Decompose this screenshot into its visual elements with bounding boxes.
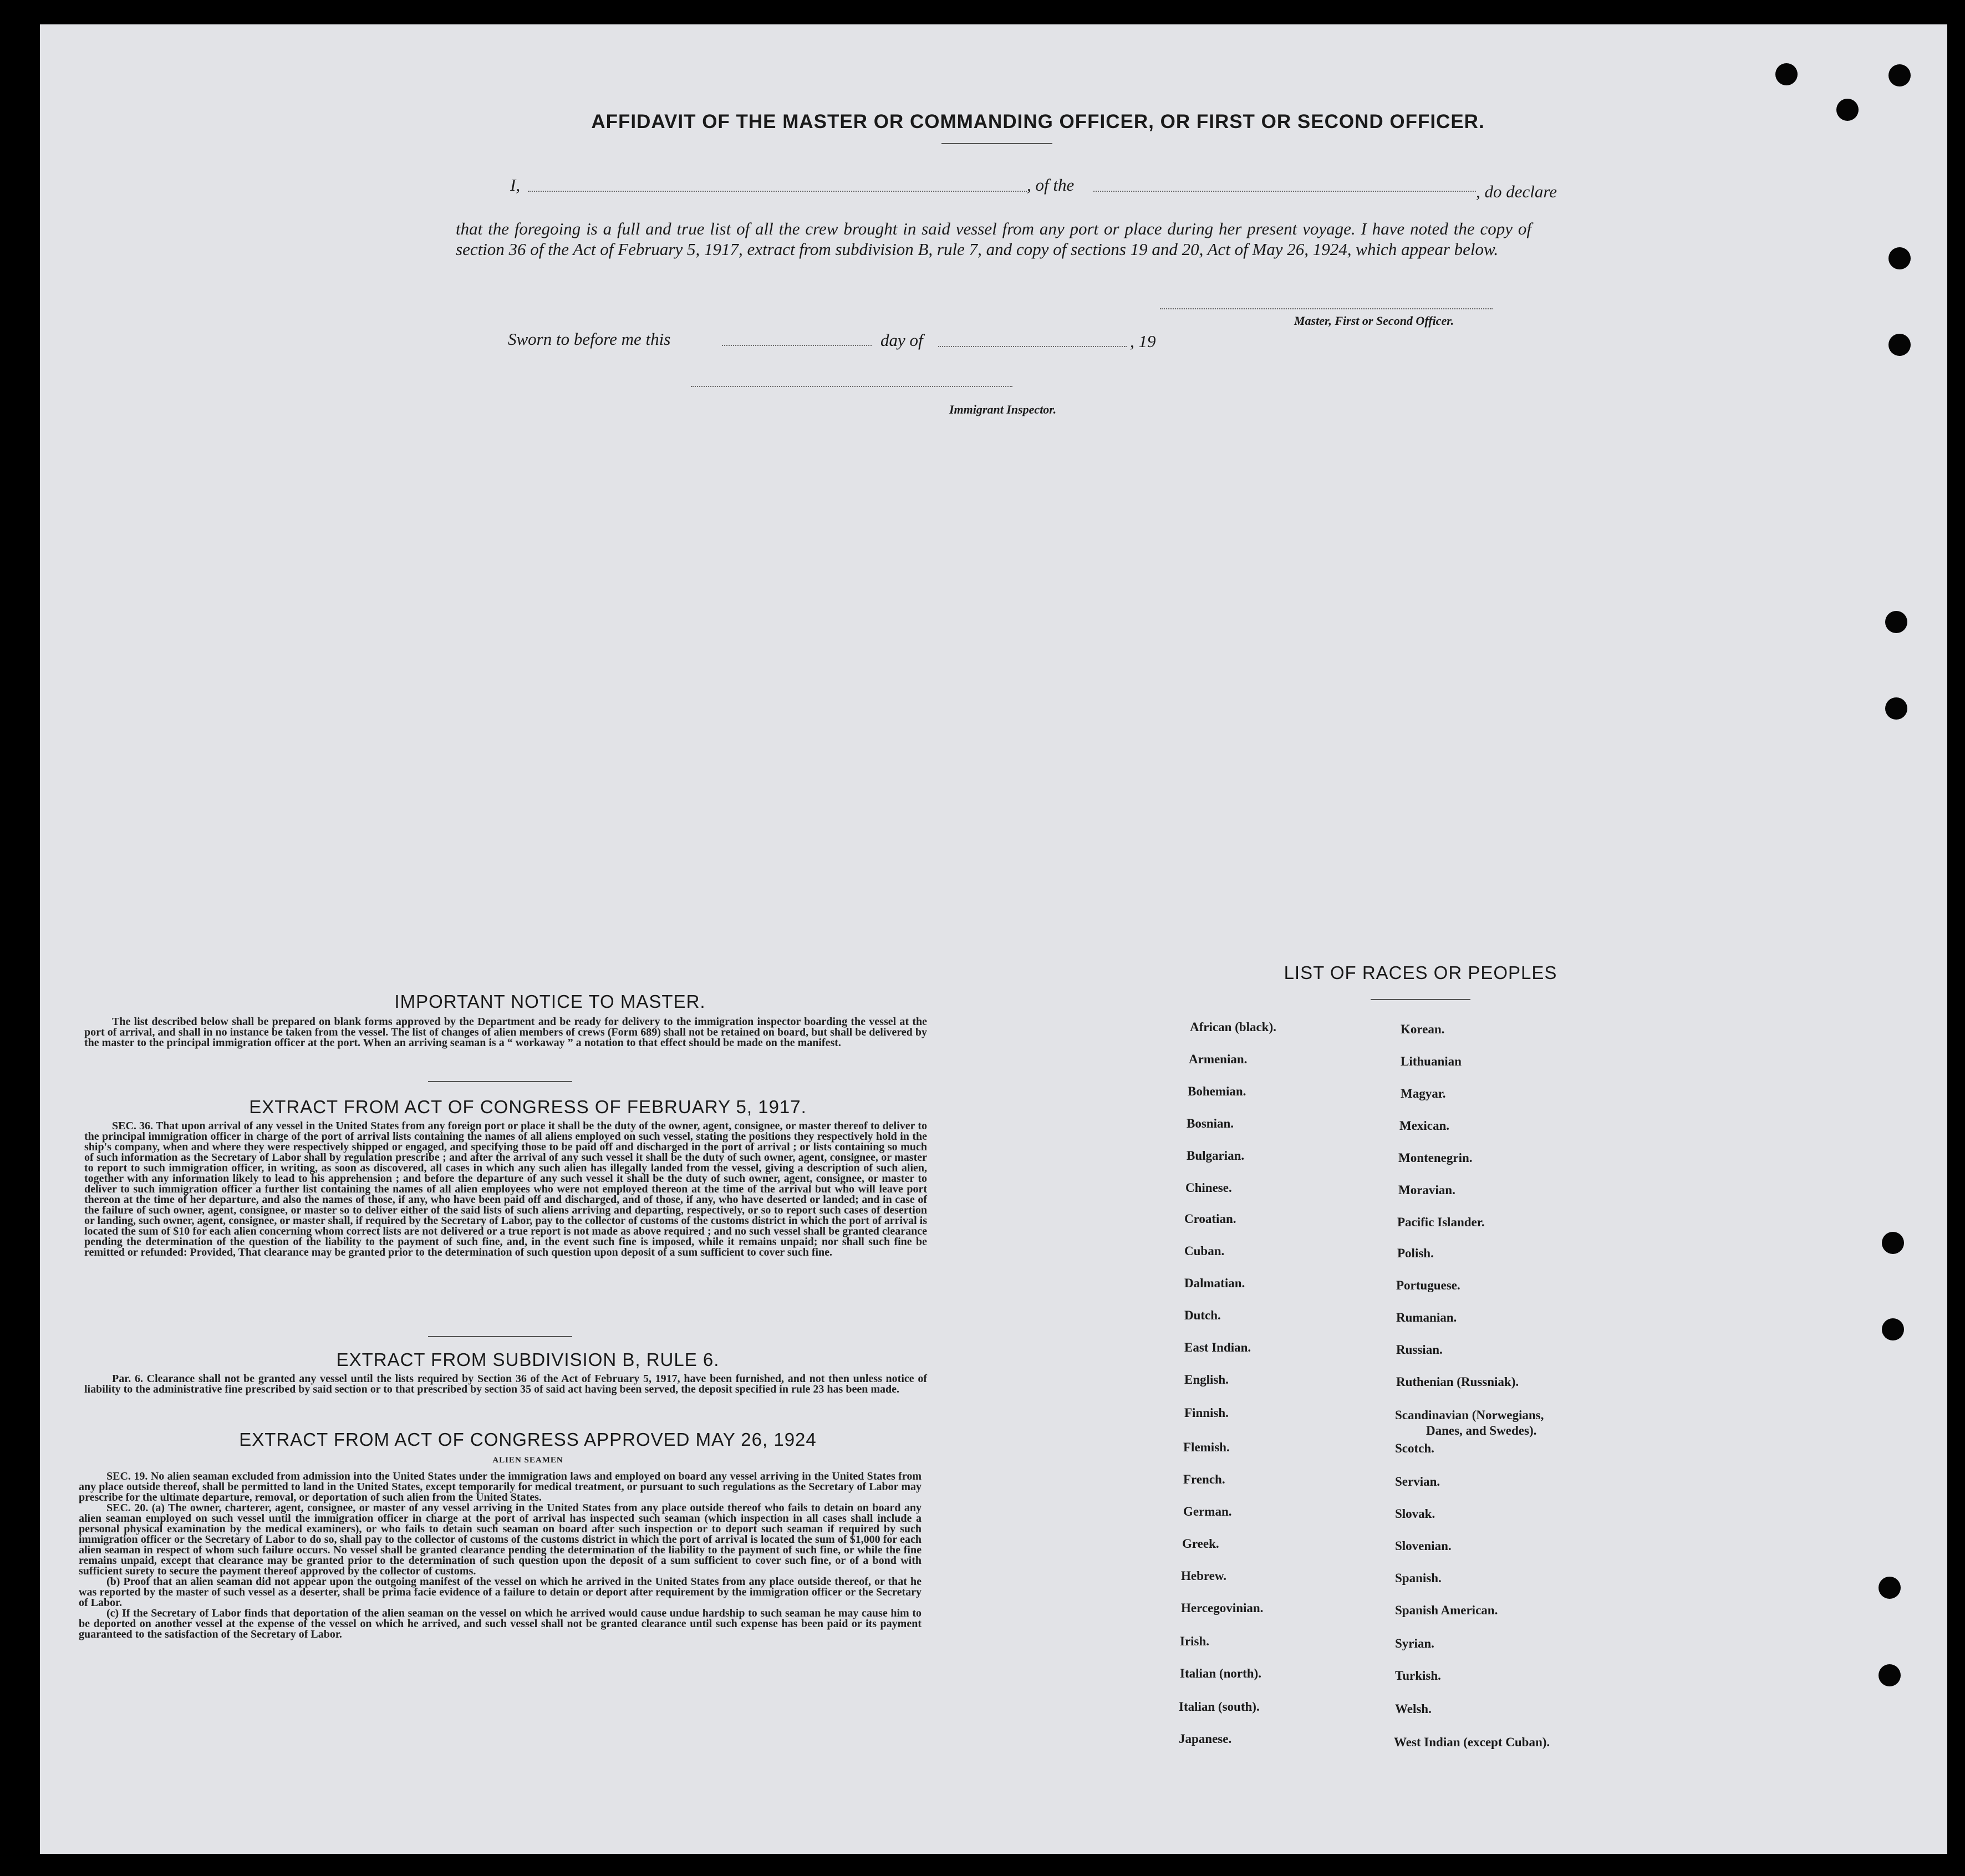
extract-1924-subtitle: ALIEN SEAMEN [492, 1456, 563, 1465]
sworn-label: Sworn to before me this [508, 329, 671, 349]
punch-hole [1775, 63, 1798, 85]
race-item: Portuguese. [1396, 1278, 1460, 1292]
title-divider [941, 143, 1052, 144]
vessel-name-line[interactable] [1093, 191, 1476, 192]
race-item: Bulgarian. [1187, 1149, 1245, 1163]
sec-20b-text: (b) Proof that an alien seaman did not appear upon the outgoing manifest of the vessel on which he arrived in the United States from any place outside thereof, or that he was reported by the master of such vessel as a deserter, shall be prima facie evidence of a failure to detain or deport after requirement by the immigration officer or the Secretary of Labor. [79, 1576, 922, 1609]
race-item: Russian. [1396, 1343, 1443, 1357]
race-item: Cuban. [1184, 1244, 1225, 1258]
race-item: Scandinavian (Norwegians, [1395, 1408, 1544, 1422]
race-item: African (black). [1190, 1020, 1276, 1034]
sworn-month-line[interactable] [938, 346, 1127, 347]
punch-hole [1888, 64, 1911, 86]
sec-19-text: SEC. 19. No alien seaman excluded from admission into the United States under the immigration laws and employed on board any vessel arriving in the United States from any place outside thereof, shall be permitted to land in the United States, except temporarily for medical treatment, or pursuant to such regulations as the Secretary of Labor may prescribe for the ultimate departure, removal, or deportation of such alien from the United States. [79, 1470, 922, 1503]
document-page [40, 24, 1947, 1854]
extract-1924-title: EXTRACT FROM ACT OF CONGRESS APPROVED MAY 26, 1924 [239, 1429, 817, 1450]
race-item: Japanese. [1179, 1732, 1232, 1746]
punch-hole [1882, 1318, 1904, 1340]
race-item: West Indian (except Cuban). [1394, 1735, 1550, 1749]
punch-hole [1888, 247, 1911, 269]
race-item: Hercegovinian. [1181, 1601, 1264, 1615]
master-signature-line[interactable] [1160, 308, 1493, 309]
races-divider [1371, 999, 1470, 1000]
affidavit-do-declare-label: , do declare [1476, 182, 1557, 201]
race-item: Scotch. [1395, 1441, 1434, 1455]
affidavit-paragraph: that the foregoing is a full and true list of all the crew brought in said vessel from any port or place during her present voyage. I have noted the copy of section 36 of the Act of February 5, 1917, extract from subdivision B, rule 7, and copy of sections 19 and 20, Act of May 26, 1924, which appear below. [456, 219, 1531, 259]
notice-body: The list described below shall be prepared on blank forms approved by the Department and be ready for delivery to the immigration inspector boarding the vessel at the port of arrival, and shall in no instance be taken from the vessel. The list of changes of alien members of crews (Form 689) shall not be retained on board, but shall be delivered by the master to the principal immigration officer at the port. When an arriving seaman is a “ workaway ” a notation to that effect should be made on the manifest. [84, 1016, 927, 1049]
race-item: Greek. [1182, 1537, 1219, 1551]
race-item: Hebrew. [1181, 1569, 1226, 1583]
day-of-label: day of [880, 330, 923, 350]
inspector-caption: Immigrant Inspector. [949, 402, 1057, 416]
race-item: Chinese. [1185, 1181, 1232, 1195]
race-item: Turkish. [1395, 1669, 1441, 1683]
race-item: Spanish American. [1395, 1603, 1498, 1617]
punch-hole [1836, 99, 1859, 121]
race-item: Welsh. [1395, 1702, 1432, 1716]
race-item: German. [1183, 1505, 1232, 1518]
affidavit-title: AFFIDAVIT OF THE MASTER OR COMMANDING OFFICER, OR FIRST OR SECOND OFFICER. [591, 111, 1485, 132]
affidavit-i-label: I, [510, 175, 521, 195]
race-item: English. [1184, 1373, 1229, 1386]
punch-hole [1882, 1232, 1904, 1254]
punch-hole [1888, 334, 1911, 356]
races-title: LIST OF RACES OR PEOPLES [1284, 962, 1557, 983]
race-item: Italian (south). [1179, 1700, 1260, 1714]
notice-title: IMPORTANT NOTICE TO MASTER. [394, 991, 706, 1012]
sworn-day-line[interactable] [722, 345, 872, 346]
race-item: Bosnian. [1187, 1117, 1234, 1130]
punch-hole [1879, 1577, 1901, 1599]
race-item: Montenegrin. [1398, 1151, 1473, 1165]
race-item: East Indian. [1184, 1340, 1251, 1354]
race-item: Lithuanian [1401, 1054, 1462, 1068]
race-item: Ruthenian (Russniak). [1396, 1375, 1519, 1389]
race-item: Rumanian. [1396, 1311, 1457, 1324]
race-item: Moravian. [1398, 1183, 1455, 1197]
race-item: Dutch. [1184, 1308, 1221, 1322]
race-item: Servian. [1395, 1475, 1440, 1488]
race-item: Armenian. [1189, 1052, 1248, 1066]
extract-1917-title: EXTRACT FROM ACT OF CONGRESS OF FEBRUARY 5, 1917. [249, 1097, 807, 1117]
race-item: Korean. [1401, 1022, 1445, 1036]
race-item: Croatian. [1184, 1212, 1236, 1226]
declarant-name-line[interactable] [528, 191, 1027, 192]
race-item: Slovak. [1395, 1507, 1435, 1521]
sec-20c-text: (c) If the Secretary of Labor finds that deportation of the alien seaman on the vessel on which he arrived would cause undue hardship to such seaman he may cause him to be deported on another vessel at the expense of the vessel on which he arrived, and such vessel shall not be granted clearance until such expense has been paid or its payment guaranteed to the satisfaction of the Secretary of Labor. [79, 1607, 922, 1640]
race-item: Spanish. [1395, 1571, 1442, 1585]
race-item: Pacific Islander. [1397, 1215, 1485, 1229]
extract-rule6-body: Par. 6. Clearance shall not be granted any vessel until the lists required by Section 36 of the Act of February 5, 1917, have been furnished, and not then unless notice of liability to the administrative fine prescribed by said section or to that prescribed by section 35 of said act having been served, the deposit specified in rule 23 has been made. [84, 1373, 927, 1395]
race-item: Danes, and Swedes). [1426, 1424, 1537, 1437]
race-item: Slovenian. [1395, 1539, 1452, 1553]
race-item: Magyar. [1401, 1087, 1446, 1100]
sec-20a-text: SEC. 20. (a) The owner, charterer, agent, consignee, or master of any vessel arriving in the United States from any place outside thereof who fails to detain on board any alien seaman employed on such vessel until the immigration officer in charge at the port of arrival has inspected such seaman (which inspection in all cases shall include a personal physical examination by the medical examiners), or who fails to detain such seaman on board after such inspection or to deport such seaman if required by such immigration officer or the Secretary of Labor to do so, shall pay to the collector of customs of the customs district in which the port of arrival is located the sum of $1,000 for each alien seaman in respect of whom such failure occurs. No vessel shall be granted clearance pending the determination of the liability to the payment of such fine, or while the fine remains unpaid, except that clearance may be granted prior to the determination of such question upon the deposit of a sum sufficient to cover such fine, or of a bond with sufficient surety to secure the payment thereof approved by the collector of customs. [79, 1502, 922, 1577]
year-label: , 19 [1130, 332, 1156, 351]
master-caption: Master, First or Second Officer. [1294, 314, 1454, 328]
race-item: Flemish. [1183, 1440, 1230, 1454]
race-item: Dalmatian. [1184, 1276, 1245, 1290]
race-item: French. [1183, 1472, 1225, 1486]
race-item: Finnish. [1184, 1406, 1229, 1420]
race-item: Syrian. [1395, 1637, 1434, 1650]
punch-hole [1885, 611, 1907, 633]
race-item: Italian (north). [1180, 1666, 1261, 1680]
race-item: Mexican. [1399, 1119, 1450, 1133]
section-divider [428, 1081, 572, 1082]
extract-rule6-title: EXTRACT FROM SUBDIVISION B, RULE 6. [336, 1349, 720, 1370]
affidavit-of-the-label: , of the [1027, 175, 1075, 195]
race-item: Irish. [1180, 1634, 1210, 1648]
race-item: Polish. [1397, 1246, 1434, 1260]
extract-1924-body [79, 1471, 922, 1640]
section-divider [428, 1336, 572, 1337]
punch-hole [1879, 1664, 1901, 1686]
punch-hole [1885, 697, 1907, 720]
extract-1917-body: SEC. 36. That upon arrival of any vessel in the United States from any foreign port or place it shall be the duty of the owner, agent, consignee, or master thereof to deliver to the principal immigration officer in charge of the port of arrival lists containing the names of all aliens employed on such vessel, stating the positions they respectively hold in the ship's company, when and where they were respectively shipped or engaged, and specifying those to be paid off and discharged in the port of arrival ; or lists containing so much of such information as the Secretary of Labor shall by regulation prescribe ; and after the arrival of any such vessel it shall be the duty of such owner, agent, consignee, or master to report to such immigration officer, in writing, as soon as discovered, all cases in which any such alien has illegally landed from the vessel, giving a description of such alien, together with any information likely to lead to his apprehension ; and before the departure of any such vessel it shall be the duty of such owner, agent, consignee, or master to deliver to such immigration officer a further list containing the names of all alien employees who were not employed thereon at the time of the arrival but who will leave port thereon at the time of her departure, and also the names of those, if any, who have been paid off and discharged, and of those, if any, who have deserted or landed; and in case of the failure of such owner, agent, consignee, or master so to deliver either of the said lists of such aliens arriving and departing, respectively, or so to report such cases of desertion or landing, such owner, agent, consignee, or master shall, if required by the Secretary of Labor, pay to the collector of customs of the customs district in which the port of arrival is located the sum of $10 for each alien concerning whom correct lists are not delivered or a true report is not made as above required ; and no such vessel shall be granted clearance pending the determination of the question of the liability to the payment of such fine, and, in the event such fine is imposed, while it remains unpaid; nor shall such fine be remitted or refunded: Provided, That clearance may be granted prior to the determination of such question upon deposit of a sum sufficient to cover such fine. [84, 1120, 927, 1258]
race-item: Bohemian. [1188, 1084, 1246, 1098]
inspector-signature-line[interactable] [691, 386, 1012, 387]
